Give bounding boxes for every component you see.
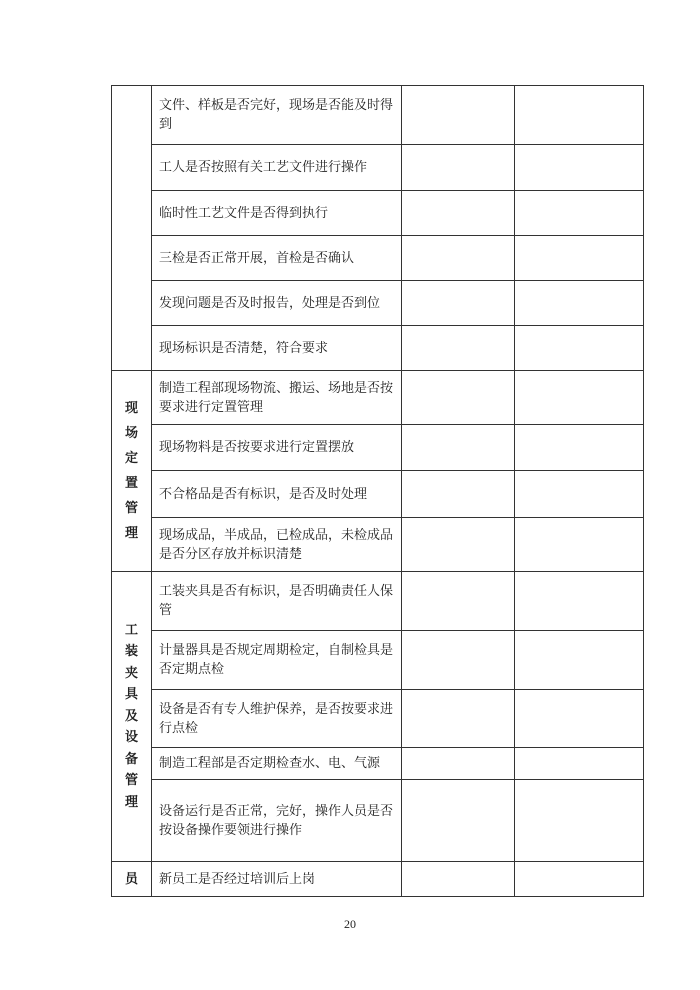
remark-cell: [515, 425, 644, 471]
check-item: 发现问题是否及时报告，处理是否到位: [152, 281, 402, 326]
result-cell: [402, 326, 515, 371]
check-item: 制造工程部现场物流、搬运、场地是否按要求进行定置管理: [152, 371, 402, 425]
remark-cell: [515, 371, 644, 425]
table-row: [112, 518, 644, 572]
result-cell: [402, 86, 515, 145]
category-cell: [112, 371, 152, 572]
category-cell: [112, 572, 152, 862]
check-item: 不合格品是否有标识，是否及时处理: [152, 471, 402, 518]
remark-cell: [515, 145, 644, 191]
check-item: 现场标识是否清楚，符合要求: [152, 326, 402, 371]
check-item: 设备运行是否正常，完好，操作人员是否按设备操作要领进行操作: [152, 780, 402, 862]
table-row: [112, 145, 644, 191]
check-item: 文件、样板是否完好，现场是否能及时得到: [152, 86, 402, 145]
remark-cell: [515, 862, 644, 897]
result-cell: [402, 425, 515, 471]
remark-cell: [515, 281, 644, 326]
remark-cell: [515, 780, 644, 862]
result-cell: [402, 748, 515, 780]
result-cell: [402, 780, 515, 862]
remark-cell: [515, 690, 644, 748]
table-row: [112, 690, 644, 748]
table-row: [112, 236, 644, 281]
result-cell: [402, 281, 515, 326]
table-row: [112, 631, 644, 690]
remark-cell: [515, 572, 644, 631]
table-row: [112, 425, 644, 471]
table-row: [112, 748, 644, 780]
result-cell: [402, 690, 515, 748]
check-item: 设备是否有专人维护保养，是否按要求进行点检: [152, 690, 402, 748]
remark-cell: [515, 471, 644, 518]
result-cell: [402, 862, 515, 897]
table-row: [112, 326, 644, 371]
result-cell: [402, 518, 515, 572]
remark-cell: [515, 191, 644, 236]
table-row: [112, 471, 644, 518]
table-row: [112, 191, 644, 236]
remark-cell: [515, 518, 644, 572]
result-cell: [402, 631, 515, 690]
check-item: 工人是否按照有关工艺文件进行操作: [152, 145, 402, 191]
table-row: [112, 371, 644, 425]
table-row: [112, 281, 644, 326]
result-cell: [402, 191, 515, 236]
check-item: 工装夹具是否有标识，是否明确责任人保管: [152, 572, 402, 631]
category-cell: 员: [112, 862, 152, 897]
category-label: 现场定置管理: [124, 401, 138, 541]
check-item: 临时性工艺文件是否得到执行: [152, 191, 402, 236]
check-item: 计量器具是否规定周期检定，自制检具是否定期点检: [152, 631, 402, 690]
check-item: 新员工是否经过培训后上岗: [152, 862, 402, 897]
remark-cell: [515, 326, 644, 371]
remark-cell: [515, 86, 644, 145]
table-row: [112, 862, 644, 897]
result-cell: [402, 371, 515, 425]
result-cell: [402, 236, 515, 281]
remark-cell: [515, 631, 644, 690]
result-cell: [402, 471, 515, 518]
result-cell: [402, 145, 515, 191]
table-row: [112, 86, 644, 145]
page-number: 20: [344, 917, 356, 931]
remark-cell: [515, 748, 644, 780]
check-item: 现场成品，半成品，已检成品，未检成品是否分区存放并标识清楚: [152, 518, 402, 572]
table-row: [112, 572, 644, 631]
result-cell: [402, 572, 515, 631]
remark-cell: [515, 236, 644, 281]
category-cell: [112, 86, 152, 371]
check-item: 制造工程部是否定期检查水、电、气源: [152, 748, 402, 780]
category-label: 工装夹具及设备管理: [124, 622, 138, 810]
inspection-checklist-table: [111, 85, 644, 897]
check-item: 三检是否正常开展，首检是否确认: [152, 236, 402, 281]
check-item: 现场物料是否按要求进行定置摆放: [152, 425, 402, 471]
table-row: [112, 780, 644, 862]
